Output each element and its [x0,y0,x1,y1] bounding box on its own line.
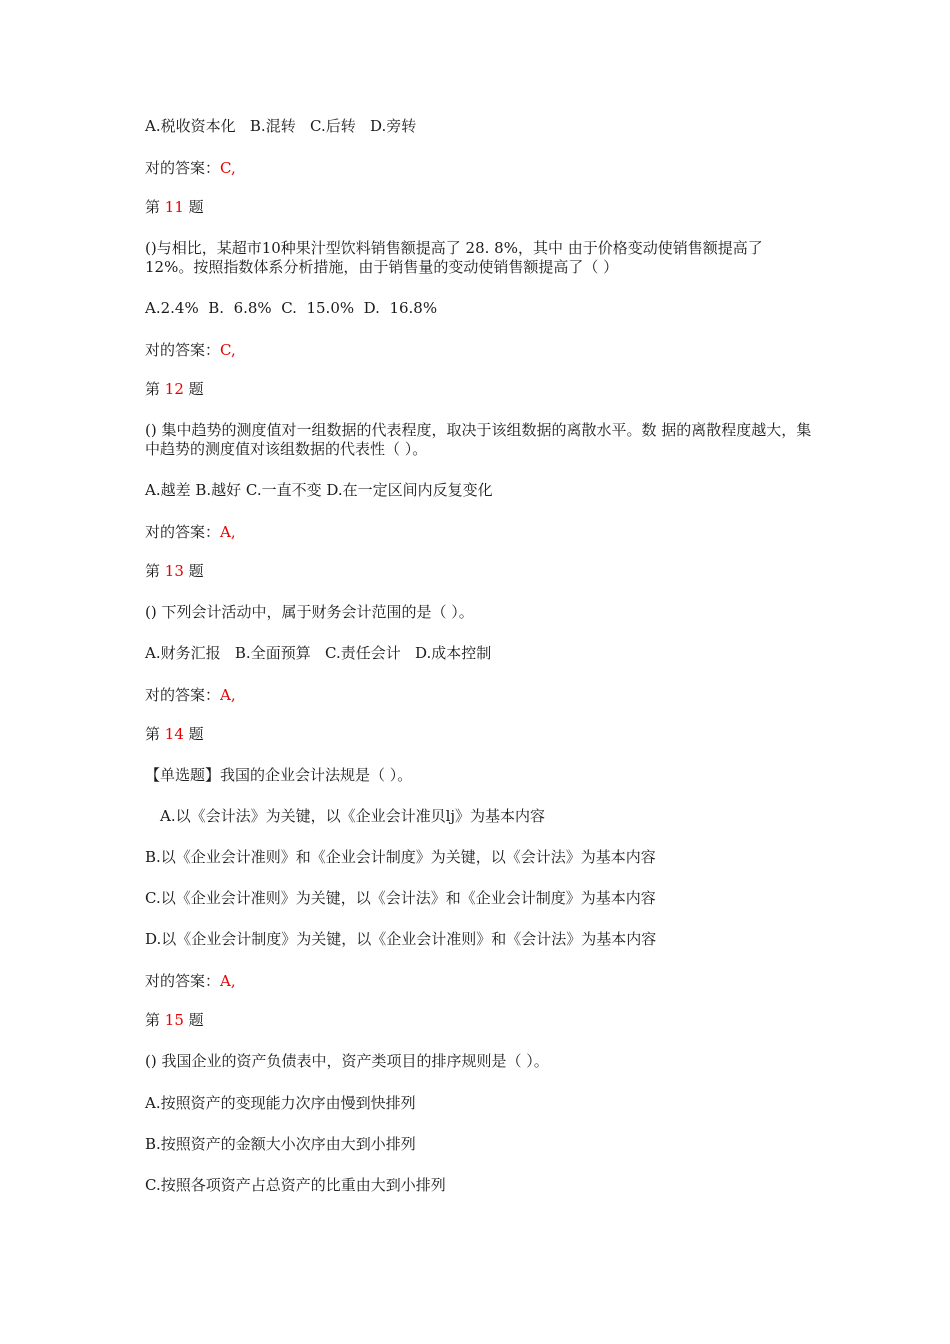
q14-option-b: B.以《企业会计准则》和《企业会计制度》为关键，以《会计法》为基本内容 [145,848,656,866]
question-number: 15 [164,1011,184,1029]
q10-answer-line [145,159,236,178]
q14-heading [145,725,204,744]
heading-prefix: 第 [145,725,165,743]
heading-suffix: 题 [183,725,204,743]
heading-suffix: 题 [183,562,204,580]
q15-option-c: C.按照各项资产占总资产的比重由大到小排列 [145,1176,446,1194]
answer-value: A, [220,972,236,990]
q12-answer-line [145,523,236,542]
heading-prefix: 第 [145,1011,165,1029]
heading-suffix: 题 [183,198,204,216]
q14-option-a: A.以《会计法》为关键，以《企业会计准贝lj》为基本内容 [160,807,546,825]
heading-suffix: 题 [183,380,204,398]
heading-prefix: 第 [145,198,165,216]
answer-label: 对的答案： [145,972,221,990]
heading-suffix: 题 [183,1011,204,1029]
q10-options: A.税收资本化 B.混转 C.后转 D.旁转 [145,117,417,135]
answer-value: A, [220,523,236,541]
q13-answer-line [145,686,236,705]
answer-label: 对的答案： [145,341,221,359]
q11-heading [145,198,204,217]
q14-answer-line [145,972,236,991]
q14-stem: 【单选题】我国的企业会计法规是（ ）。 [145,766,413,784]
q15-option-a: A.按照资产的变现能力次序由慢到快排列 [145,1094,416,1112]
heading-prefix: 第 [145,380,165,398]
answer-label: 对的答案： [145,523,221,541]
q12-options: A.越差 B.越好 C.一直不变 D.在一定区间内反复变化 [145,481,493,499]
q12-heading [145,380,204,399]
q15-option-b: B.按照资产的金额大小次序由大到小排列 [145,1135,416,1153]
answer-label: 对的答案： [145,686,221,704]
q11-answer-line [145,341,236,360]
q15-stem: () 我国企业的资产负债表中，资产类项目的排序规则是（ ）。 [145,1052,549,1070]
answer-value: A, [220,686,236,704]
question-number: 13 [164,562,184,580]
q12-stem: () 集中趋势的测度值对一组数据的代表程度，取决于该组数据的离散水平。数 据的离散程度越大，集中趋势的测度值对该组数据的代表性（ ）。 [145,421,812,458]
q13-heading [145,562,204,581]
question-number: 14 [164,725,184,743]
q13-stem: () 下列会计活动中，属于财务会计范围的是（ ）。 [145,603,474,621]
q11-stem: ()与相比，某超市10种果汁型饮料销售额提高了 28. 8%，其中 由于价格变动使销售额提高了 12%。按照指数体系分析措施，由于销售量的变动使销售额提高了（ ） [145,239,763,276]
q11-options: A.2.4% B. 6.8% C. 15.0% D. 16.8% [145,299,438,317]
heading-prefix: 第 [145,562,165,580]
q13-options: A.财务汇报 B.全面预算 C.责任会计 D.成本控制 [145,644,492,662]
q14-option-c: C.以《企业会计准则》为关键，以《会计法》和《企业会计制度》为基本内容 [145,889,656,907]
question-number: 12 [164,380,184,398]
q14-option-d: D.以《企业会计制度》为关键，以《企业会计准则》和《会计法》为基本内容 [145,930,657,948]
question-number: 11 [164,198,184,216]
answer-value: C, [220,341,236,359]
answer-label: 对的答案： [145,159,221,177]
answer-value: C, [220,159,236,177]
q15-heading [145,1011,204,1030]
